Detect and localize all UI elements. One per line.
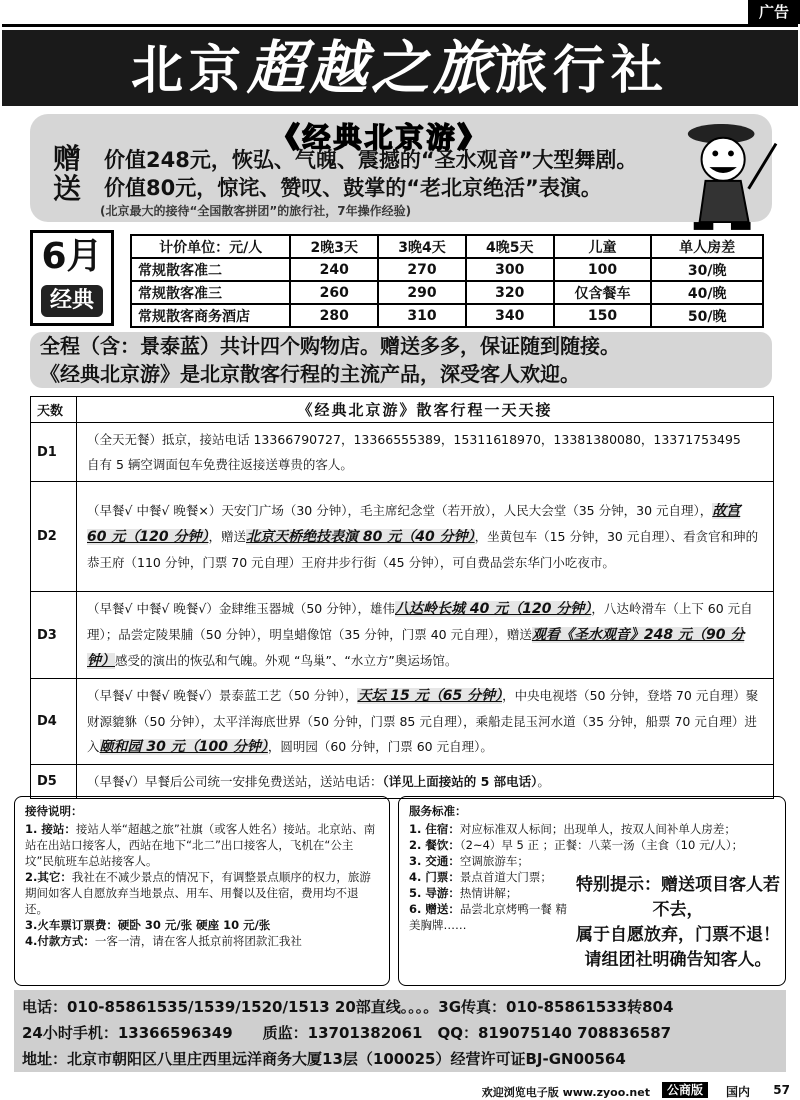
- item-label: 3.火车票订票费：: [25, 918, 118, 932]
- item-label: 6. 赠送：: [409, 902, 460, 916]
- service-standards-box: [398, 796, 786, 986]
- item-label: 1. 接站：: [25, 822, 76, 836]
- row-label: 常规散客商务酒店: [131, 304, 290, 327]
- gift-line-1: 价值248元，恢弘、气魄、震撼的“圣水观音”大型舞剧。: [104, 148, 638, 172]
- desc-text: （早餐√ 中餐√ 晚餐×）天安门广场（30 分钟），毛主席纪念堂（若开放），人民大会堂（35 分钟，30 元自理），: [87, 503, 713, 518]
- desc-text: ，中央电视塔（50 分钟，登塔 70 元自理）聚财源貔貅（50 分钟），太平洋海底世界（50 分钟，门票 85 元自理），乘船走昆玉河水道（35 分钟，船票 70 元自理）进入: [87, 688, 759, 754]
- page-number: 57: [773, 1083, 790, 1097]
- highlight-attraction: 八达岭长城 40 元（120 分钟）: [394, 601, 592, 617]
- service-item: [409, 837, 775, 853]
- top-divider: [2, 24, 798, 27]
- price-table: [130, 234, 764, 328]
- notice-line: 特别提示：赠送项目客人若不去，: [576, 875, 780, 920]
- month-badge: [30, 230, 114, 326]
- table-row: [131, 258, 763, 281]
- desc-text: （早餐√ 中餐√ 晚餐√）金肆维玉器城（50 分钟），雄伟: [87, 601, 395, 616]
- service-item: [409, 853, 775, 869]
- desc-text: 。: [537, 774, 550, 789]
- single-cell: 50/晚: [651, 304, 763, 327]
- day-description: [77, 679, 774, 765]
- col-header: 儿童: [554, 235, 652, 258]
- service-item: [409, 901, 569, 933]
- desc-bold: （详见上面接站的 5 部电话）: [382, 774, 538, 789]
- item-label: 3. 交通：: [409, 854, 460, 868]
- desc-text: ，坐黄包车（15 分钟，30 元自理）、看贪官和珅的恭王府（110 分钟，门票 70 元自理）王府井步行街（45 分钟），可自费品尝东华门小吃夜市。: [87, 529, 759, 570]
- mascot-illustration: [680, 120, 778, 232]
- price-cell: 310: [378, 304, 466, 327]
- row-label: 常规散客准二: [131, 258, 290, 281]
- promo-note: (北京最大的接待“全国散客拼团”的旅行社，7年操作经验): [100, 204, 412, 218]
- promo-title: 《经典北京游》: [271, 121, 489, 154]
- desc-text: ，圆明园（60 分钟，门票 60 元自理）。: [267, 739, 493, 754]
- day-description: [77, 765, 774, 799]
- col-header: 4晚5天: [466, 235, 554, 258]
- day-header: 天数: [31, 397, 77, 423]
- itinerary-table: [30, 396, 774, 799]
- col-header: 单人房差: [651, 235, 763, 258]
- day-label: D5: [31, 765, 77, 799]
- reception-item: [25, 917, 379, 933]
- classic-label: 经典: [41, 285, 103, 317]
- itinerary-title: 《经典北京游》散客行程一天天接: [77, 397, 774, 423]
- highlight-attraction: 北京天桥绝技表演 80 元（40 分钟）: [245, 529, 475, 545]
- col-header: 计价单位：元/人: [131, 235, 290, 258]
- special-notice: [573, 873, 783, 973]
- item-text: 空调旅游车；: [459, 854, 529, 868]
- item-label: 5. 导游：: [409, 886, 460, 900]
- price-table-header: [131, 235, 763, 258]
- row-label: 常规散客准三: [131, 281, 290, 304]
- price-cell: 260: [290, 281, 378, 304]
- ad-label: 广告: [748, 0, 800, 24]
- gift-word: 赠送: [52, 142, 83, 205]
- item-text: （2~4）早 5 正 ；正餐：八菜一汤（主食（10 元/人）；: [459, 838, 744, 852]
- reception-item: [25, 933, 379, 949]
- reception-item: [25, 869, 379, 917]
- price-cell: 240: [290, 258, 378, 281]
- day-description: [77, 482, 774, 592]
- footer-section: 国内: [725, 1085, 750, 1099]
- item-text: 接站人举“超越之旅”社旗（或客人姓名）接站。北京站、南站在出站口接客人，西站在地下“北二”出口接客人，飞机在“公主坟”民航班车总站接客人。: [25, 822, 376, 868]
- agency-title-banner: [2, 30, 798, 106]
- contact-panel: [14, 990, 786, 1072]
- contact-mobile-line: 24小时手机：13366596349 质监：13701382061 QQ：819075140 708836587: [22, 1024, 672, 1042]
- desc-text: ，八达岭滑车（上下 60 元自理）；品尝定陵果脯（50 分钟），明皇蜡像馆（35 分钟，门票 40 元自理），赠送: [87, 601, 753, 642]
- day-description: （全天无餐）抵京，接站电话 13366790727，13366555389，15311618970，13381380080，13371753495 自有 5 辆空调面包车免费往返接送尊贵的客人。: [77, 423, 774, 482]
- day-label: D2: [31, 482, 77, 592]
- item-label: 4.付款方式：: [25, 934, 95, 948]
- item-text: 品尝北京烤鸭一餐 精美胸牌……: [409, 902, 568, 932]
- single-cell: 30/晚: [651, 258, 763, 281]
- reception-title: 接待说明：: [25, 804, 83, 818]
- table-row: [131, 304, 763, 327]
- price-cell: 320: [466, 281, 554, 304]
- gift-line-2: 价值80元，惊诧、赞叹、鼓掌的“老北京绝活”表演。: [104, 176, 602, 200]
- footer-magazine: 公商版: [662, 1082, 708, 1098]
- title-suffix: 旅行社: [495, 41, 670, 101]
- price-cell: 340: [466, 304, 554, 327]
- promo-panel: [30, 114, 772, 222]
- day-description: [77, 592, 774, 679]
- item-text: 一客一清，请在客人抵京前将团款汇我社: [94, 934, 302, 948]
- reception-item: [25, 821, 379, 869]
- highlight-attraction: 观看《圣水观音》248 元（90 分钟）: [87, 627, 745, 669]
- table-row: [31, 423, 774, 482]
- day-label: D1: [31, 423, 77, 482]
- table-row: [31, 765, 774, 799]
- title-brand: 超越之旅: [246, 34, 495, 102]
- highlight-line-2: 《经典北京游》是北京散客行程的主流产品，深受客人欢迎。: [40, 362, 580, 386]
- table-row: [131, 281, 763, 304]
- item-label: 2.其它：: [25, 870, 72, 884]
- item-label: 1. 住宿：: [409, 822, 460, 836]
- child-cell: 仅含餐车: [554, 281, 652, 304]
- price-cell: 280: [290, 304, 378, 327]
- day-label: D3: [31, 592, 77, 679]
- table-row: [31, 482, 774, 592]
- item-label: 2. 餐饮：: [409, 838, 460, 852]
- item-text: 硬卧 30 元/张 硬座 10 元/张: [117, 918, 271, 932]
- highlights-banner: [30, 332, 772, 388]
- reception-notes-box: [14, 796, 390, 986]
- child-cell: 100: [554, 258, 652, 281]
- col-header: 2晚3天: [290, 235, 378, 258]
- price-cell: 290: [378, 281, 466, 304]
- single-cell: 40/晚: [651, 281, 763, 304]
- contact-address-line: 地址：北京市朝阳区八里庄西里远洋商务大厦13层（100025）经营许可证BJ-GN00564: [22, 1050, 626, 1068]
- item-text: 我社在不减少景点的情况下，有调整景点顺序的权力，旅游期间如客人自愿放弃当地景点、用车、用餐以及住宿，费用均不退还。: [25, 870, 371, 916]
- item-label: 4. 门票：: [409, 870, 460, 884]
- title-prefix: 北京: [130, 41, 247, 101]
- notice-line: 属于自愿放弃，门票不退！: [576, 925, 780, 945]
- desc-text: （早餐√）早餐后公司统一安排免费送站，送站电话：: [87, 774, 383, 789]
- item-text: 景点首道大门票；: [459, 870, 552, 884]
- highlight-line-1: 全程（含：景泰蓝）共计四个购物店。赠送多多，保证随到随接。: [40, 334, 620, 358]
- footer-site: 欢迎浏览电子版 www.zyoo.net: [481, 1086, 650, 1099]
- contact-phone-line: 电话：010-85861535/1539/1520/1513 20部直线。。。。3G传真：010-85861533转804: [22, 998, 674, 1016]
- notice-line: 请组团社明确告知客人。: [584, 950, 772, 970]
- desc-text: （早餐√ 中餐√ 晚餐√）景泰蓝工艺（50 分钟），: [87, 688, 358, 703]
- day-label: D4: [31, 679, 77, 765]
- desc-text: 感受的演出的恢弘和气魄。外观 “鸟巢”、“水立方”奥运场馆。: [115, 653, 458, 668]
- service-item: [409, 821, 775, 837]
- price-cell: 270: [378, 258, 466, 281]
- itinerary-header: [31, 397, 774, 423]
- desc-text: ，赠送: [208, 529, 246, 544]
- table-row: [31, 679, 774, 765]
- month-label: 6月: [41, 236, 103, 277]
- col-header: 3晚4天: [378, 235, 466, 258]
- item-text: 热情讲解；: [459, 886, 518, 900]
- highlight-attraction: 天坛 15 元（65 分钟）: [357, 688, 503, 704]
- price-cell: 300: [466, 258, 554, 281]
- table-row: [31, 592, 774, 679]
- child-cell: 150: [554, 304, 652, 327]
- service-title: 服务标准：: [409, 804, 467, 818]
- highlight-attraction: 故宫 60 元（120 分钟）: [87, 503, 741, 545]
- highlight-attraction: 颐和园 30 元（100 分钟）: [99, 739, 268, 755]
- item-text: 对应标准双人标间；出现单人，按双人间补单人房差；: [459, 822, 736, 836]
- page-footer: [0, 1080, 800, 1100]
